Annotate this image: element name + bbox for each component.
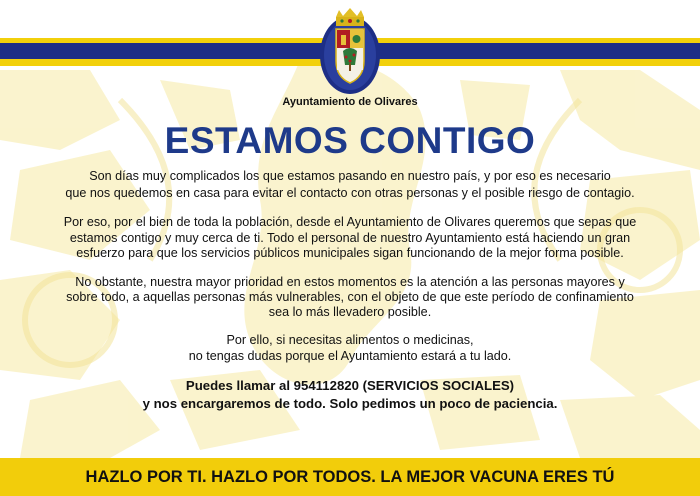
paragraph-1-line-1: Son días muy complicados los que estamos pasando en nuestro país, y por eso es necesario [89,169,611,183]
organization-name: Ayuntamiento de Olivares [282,96,418,108]
paragraph-3-line-1: No obstante, nuestra mayor prioridad en estos momentos es la atención a las personas mayores y [75,275,625,289]
paragraph-2-line-3: esfuerzo para que los servicios públicos municipales sigan funcionando de la mejor forma posible. [76,246,624,260]
paragraph-1-line-2: que nos quedemos en casa para evitar el contacto con otras personas y el posible riesgo de contagio. [65,186,635,200]
paragraph-2-line-1: Por eso, por el bien de toda la población, desde el Ayuntamiento de Olivares queremos que sepas que [63,215,637,229]
paragraph-3-line-3: sea lo más llevadero posible. [268,305,432,319]
paragraph-4-line-2: no tengas dudas porque el Ayuntamiento estará a tu lado. [188,349,512,363]
call-to-action-line-2: y nos encargaremos de todo. Solo pedimos un poco de paciencia. [142,396,558,411]
paragraph-3-line-2: sobre todo, a aquellas personas más vulnerables, con el objeto de que este período de confinamiento [66,290,634,304]
paragraph-4-line-1: Por ello, si necesitas alimentos o medicinas, [226,333,474,347]
call-to-action-line-1: Puedes llamar al 954112820 (SERVICIOS SOCIALES) [185,378,515,393]
footer-banner [0,458,700,496]
paragraph-2-line-2: estamos contigo y muy cerca de ti. Todo el personal de nuestro Ayuntamiento está haciendo un gran [69,231,631,245]
page-title: ESTAMOS CONTIGO [164,120,536,161]
coat-of-arms-icon [319,5,381,95]
footer-slogan: HAZLO POR TI. HAZLO POR TODOS. LA MEJOR VACUNA ERES TÚ [85,468,615,486]
